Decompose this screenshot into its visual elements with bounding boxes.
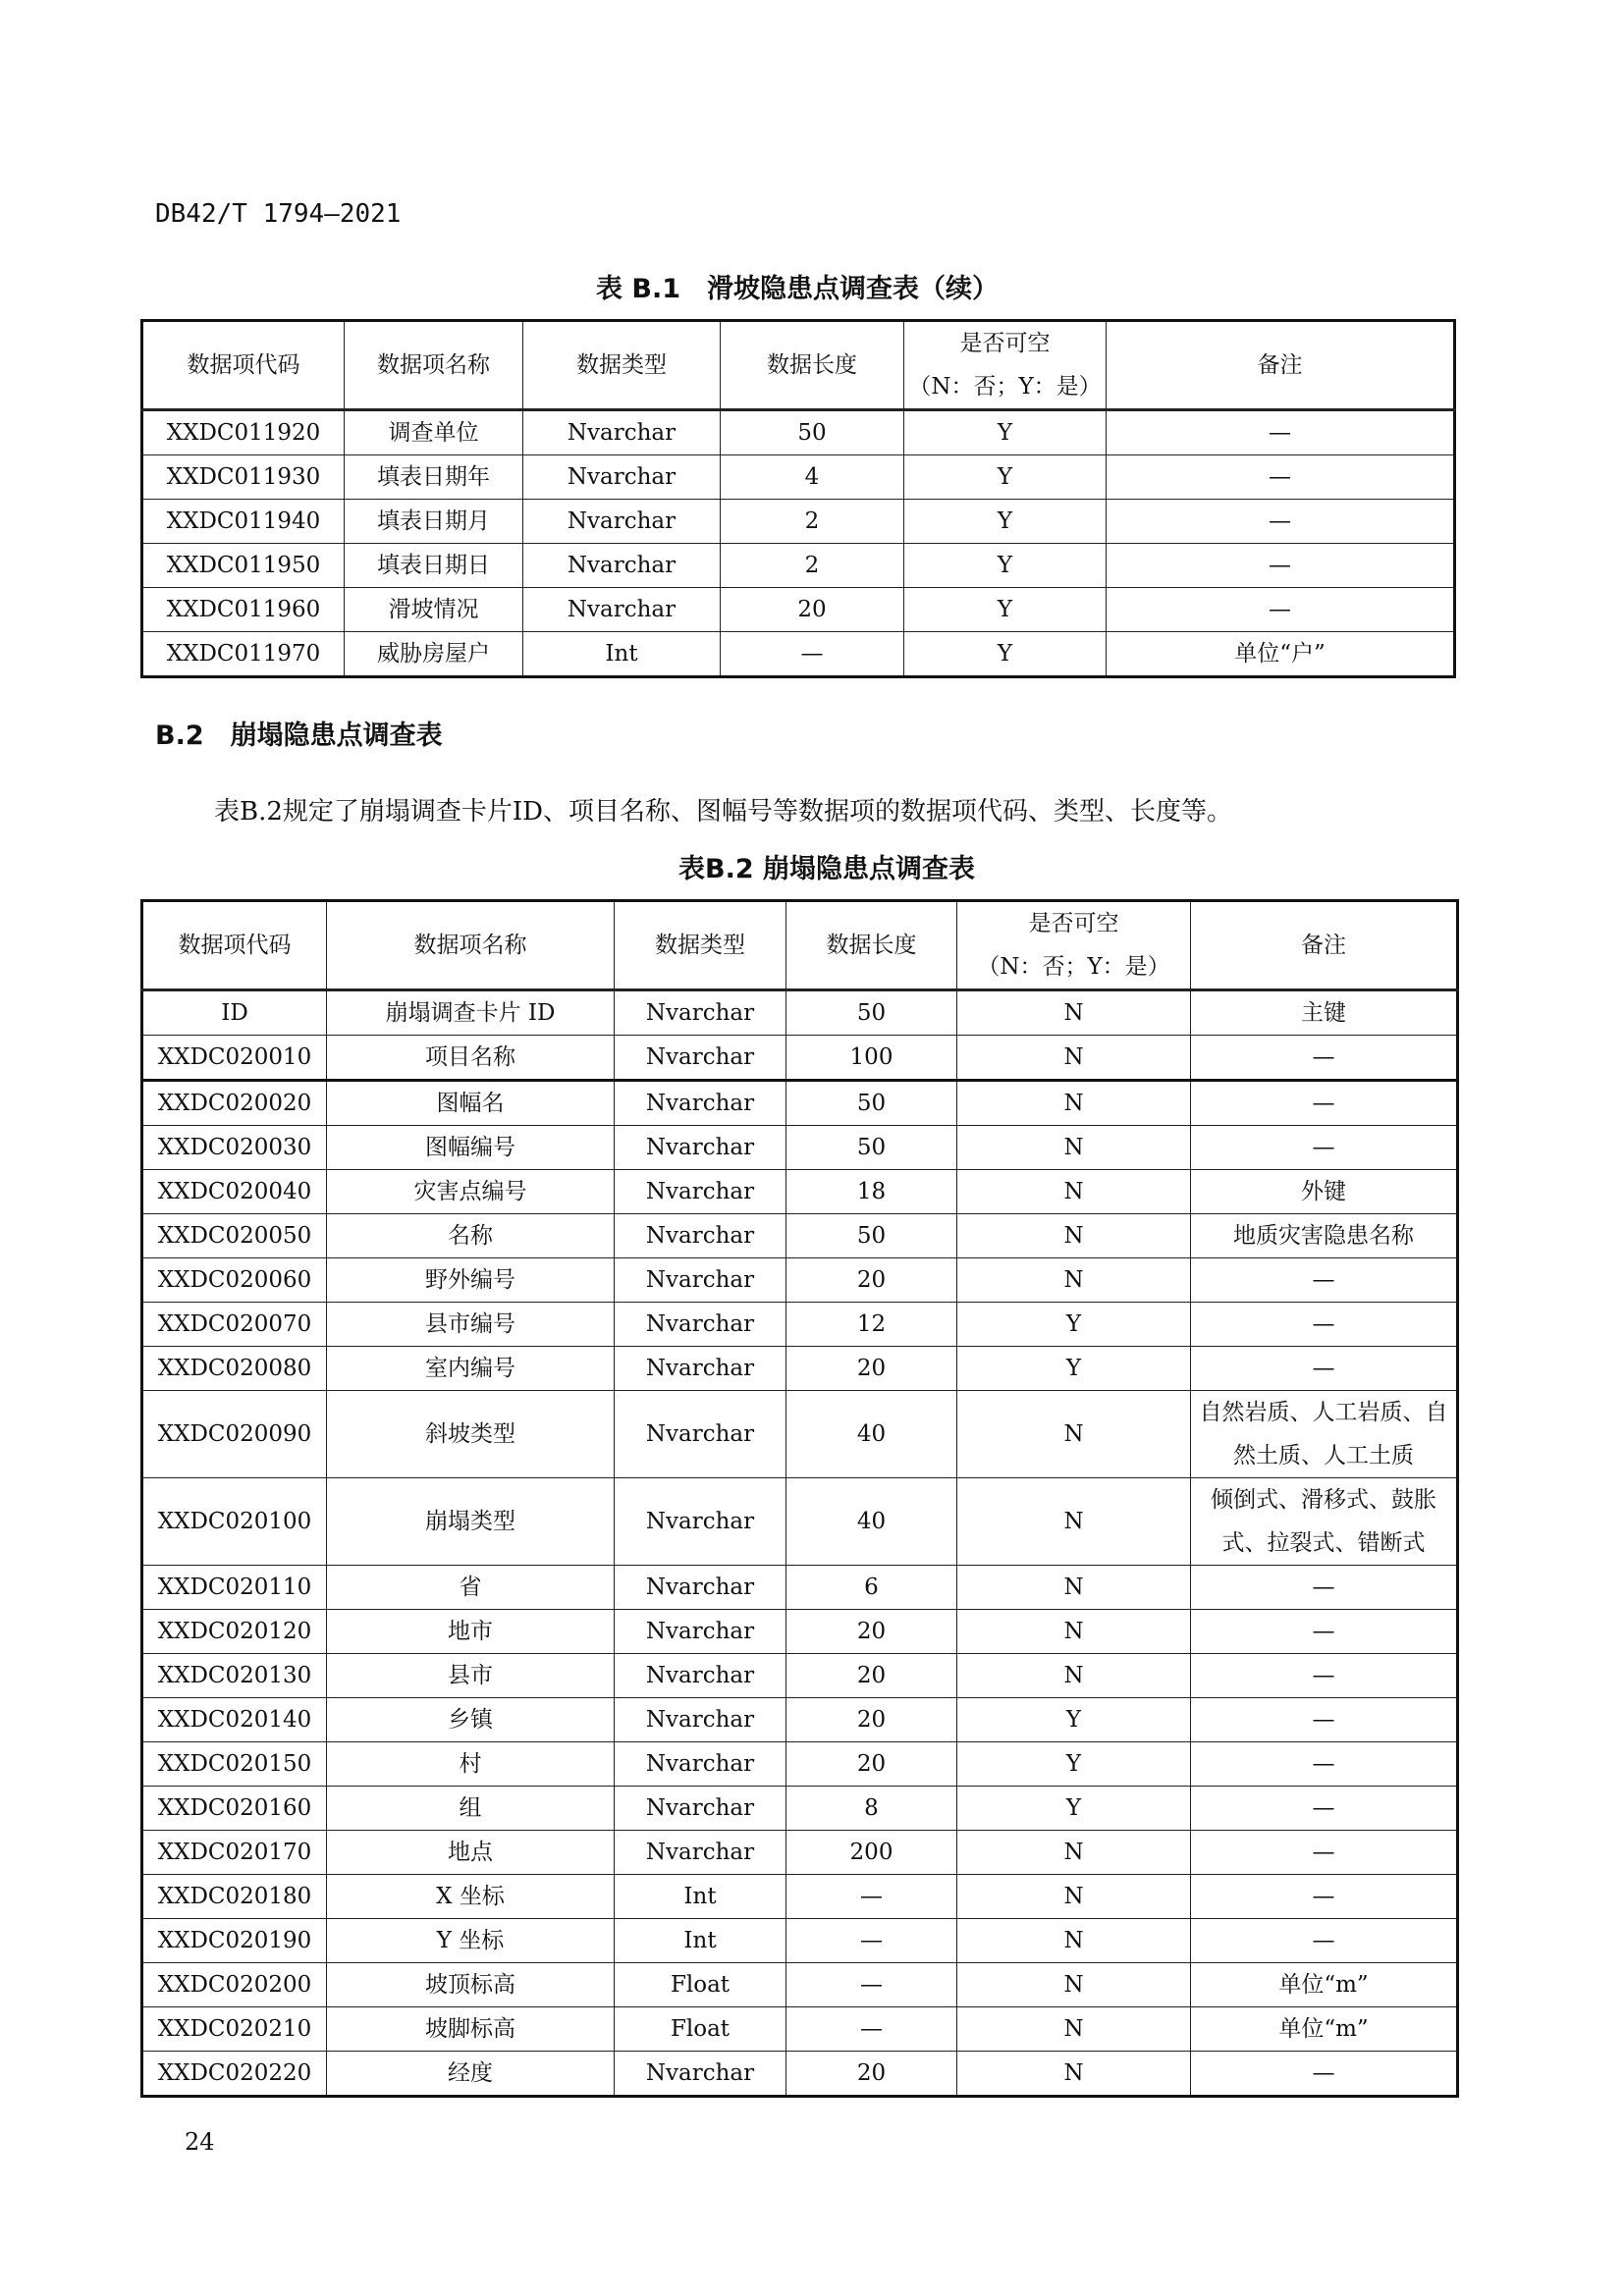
cell-remark: —: [1191, 1787, 1458, 1831]
cell-code: XXDC011960: [142, 588, 345, 632]
cell-length: 200: [786, 1831, 957, 1875]
cell-nullable: Y: [904, 410, 1107, 455]
header-name: 数据项名称: [345, 321, 523, 410]
table1-title: 表 B.1 滑坡隐患点调查表（续）: [595, 274, 1000, 304]
table-row: [142, 1566, 1458, 1610]
cell-length: 20: [786, 1742, 957, 1787]
cell-type: Nvarchar: [615, 1478, 786, 1566]
cell-remark: —: [1191, 1831, 1458, 1875]
cell-name: 填表日期月: [345, 500, 523, 544]
cell-code: XXDC020200: [142, 1963, 327, 2007]
cell-length: 40: [786, 1391, 957, 1478]
cell-code: XXDC020160: [142, 1787, 327, 1831]
cell-type: Int: [615, 1919, 786, 1963]
cell-nullable: N: [957, 1081, 1191, 1126]
cell-length: 12: [786, 1303, 957, 1347]
cell-type: Nvarchar: [523, 500, 721, 544]
cell-code: XXDC020020: [142, 1081, 327, 1126]
table-row: [142, 1963, 1458, 2007]
cell-name: 崩塌调查卡片 ID: [327, 990, 615, 1036]
cell-type: Nvarchar: [615, 1170, 786, 1214]
cell-nullable: Y: [957, 1787, 1191, 1831]
cell-code: XXDC020120: [142, 1610, 327, 1654]
table-row: [142, 1742, 1458, 1787]
cell-type: Nvarchar: [615, 1742, 786, 1787]
cell-remark: —: [1191, 1610, 1458, 1654]
cell-length: 8: [786, 1787, 957, 1831]
cell-nullable: Y: [957, 1347, 1191, 1391]
cell-code: XXDC020090: [142, 1391, 327, 1478]
table-row: [142, 990, 1458, 1036]
cell-type: Nvarchar: [615, 1214, 786, 1258]
cell-type: Nvarchar: [615, 1610, 786, 1654]
cell-code: XXDC020170: [142, 1831, 327, 1875]
table-row: [142, 1170, 1458, 1214]
table-row: [142, 500, 1455, 544]
table-row: [142, 1787, 1458, 1831]
cell-type: Nvarchar: [615, 1787, 786, 1831]
cell-name: 威胁房屋户: [345, 632, 523, 677]
cell-remark: 单位“m”: [1191, 1963, 1458, 2007]
cell-type: Nvarchar: [615, 1258, 786, 1303]
cell-type: Nvarchar: [523, 455, 721, 500]
cell-length: —: [786, 1919, 957, 1963]
cell-remark: 主键: [1191, 990, 1458, 1036]
cell-nullable: N: [957, 1036, 1191, 1081]
cell-name: 村: [327, 1742, 615, 1787]
cell-name: X 坐标: [327, 1875, 615, 1919]
cell-remark: —: [1107, 455, 1455, 500]
header-remark: 备注: [1107, 321, 1455, 410]
cell-length: —: [786, 2007, 957, 2052]
cell-length: 20: [721, 588, 904, 632]
cell-nullable: N: [957, 1391, 1191, 1478]
cell-type: Nvarchar: [523, 410, 721, 455]
table-row: [142, 1081, 1458, 1126]
cell-code: XXDC020080: [142, 1347, 327, 1391]
cell-length: 2: [721, 500, 904, 544]
cell-name: Y 坐标: [327, 1919, 615, 1963]
cell-code: XXDC011970: [142, 632, 345, 677]
cell-remark: —: [1107, 588, 1455, 632]
cell-name: 灾害点编号: [327, 1170, 615, 1214]
cell-code: XXDC020220: [142, 2052, 327, 2097]
cell-code: XXDC011940: [142, 500, 345, 544]
cell-code: XXDC020010: [142, 1036, 327, 1081]
table-row: [142, 410, 1455, 455]
cell-code: XXDC020030: [142, 1126, 327, 1170]
cell-code: ID: [142, 990, 327, 1036]
table-row: [142, 1391, 1458, 1478]
cell-name: 经度: [327, 2052, 615, 2097]
header-length: 数据长度: [786, 901, 957, 990]
header-row: [142, 901, 1458, 990]
cell-length: 20: [786, 1654, 957, 1698]
cell-remark: 自然岩质、人工岩质、自然土质、人工土质: [1191, 1391, 1458, 1478]
cell-remark: 外键: [1191, 1170, 1458, 1214]
cell-nullable: N: [957, 1170, 1191, 1214]
cell-remark: —: [1107, 544, 1455, 588]
cell-name: 室内编号: [327, 1347, 615, 1391]
cell-name: 坡顶标高: [327, 1963, 615, 2007]
cell-type: Int: [523, 632, 721, 677]
cell-remark: 单位“户”: [1107, 632, 1455, 677]
cell-name: 崩塌类型: [327, 1478, 615, 1566]
cell-remark: —: [1191, 1258, 1458, 1303]
cell-remark: —: [1107, 410, 1455, 455]
cell-length: —: [786, 1875, 957, 1919]
cell-name: 图幅编号: [327, 1126, 615, 1170]
cell-remark: —: [1191, 1347, 1458, 1391]
cell-type: Nvarchar: [615, 1347, 786, 1391]
cell-length: 50: [786, 990, 957, 1036]
cell-code: XXDC020040: [142, 1170, 327, 1214]
cell-nullable: N: [957, 990, 1191, 1036]
table-row: [142, 2052, 1458, 2097]
cell-code: XXDC020210: [142, 2007, 327, 2052]
cell-name: 县市: [327, 1654, 615, 1698]
cell-type: Nvarchar: [615, 1391, 786, 1478]
cell-length: 50: [786, 1126, 957, 1170]
cell-length: 20: [786, 2052, 957, 2097]
table-row: [142, 1478, 1458, 1566]
cell-remark: —: [1191, 1698, 1458, 1742]
cell-length: —: [786, 1963, 957, 2007]
cell-length: 40: [786, 1478, 957, 1566]
cell-length: 20: [786, 1347, 957, 1391]
cell-remark: 单位“m”: [1191, 2007, 1458, 2052]
table-row: [142, 1036, 1458, 1081]
table-row: [142, 1347, 1458, 1391]
cell-length: 20: [786, 1698, 957, 1742]
cell-length: 100: [786, 1036, 957, 1081]
header-length: 数据长度: [721, 321, 904, 410]
document-code: DB42/T 1794—2021: [155, 199, 402, 229]
cell-length: —: [721, 632, 904, 677]
cell-nullable: N: [957, 1610, 1191, 1654]
header-row: [142, 321, 1455, 410]
cell-name: 图幅名: [327, 1081, 615, 1126]
cell-remark: —: [1191, 1919, 1458, 1963]
cell-remark: —: [1191, 1081, 1458, 1126]
cell-length: 50: [786, 1081, 957, 1126]
cell-name: 乡镇: [327, 1698, 615, 1742]
cell-name: 县市编号: [327, 1303, 615, 1347]
cell-length: 18: [786, 1170, 957, 1214]
header-type: 数据类型: [523, 321, 721, 410]
cell-code: XXDC020180: [142, 1875, 327, 1919]
cell-name: 地市: [327, 1610, 615, 1654]
cell-remark: —: [1191, 1126, 1458, 1170]
table-row: [142, 1303, 1458, 1347]
table-row: [142, 1919, 1458, 1963]
cell-remark: —: [1191, 1654, 1458, 1698]
cell-name: 组: [327, 1787, 615, 1831]
cell-type: Nvarchar: [615, 1036, 786, 1081]
table-row: [142, 588, 1455, 632]
table-row: [142, 455, 1455, 500]
cell-name: 坡脚标高: [327, 2007, 615, 2052]
cell-nullable: Y: [904, 455, 1107, 500]
header-remark: 备注: [1191, 901, 1458, 990]
cell-nullable: N: [957, 1566, 1191, 1610]
cell-type: Nvarchar: [615, 2052, 786, 2097]
cell-nullable: Y: [957, 1742, 1191, 1787]
cell-nullable: Y: [904, 632, 1107, 677]
cell-name: 地点: [327, 1831, 615, 1875]
cell-nullable: N: [957, 2052, 1191, 2097]
cell-name: 填表日期日: [345, 544, 523, 588]
page-number: 24: [185, 2128, 215, 2156]
cell-nullable: N: [957, 1875, 1191, 1919]
cell-type: Nvarchar: [615, 1126, 786, 1170]
cell-code: XXDC020050: [142, 1214, 327, 1258]
header-code: 数据项代码: [142, 901, 327, 990]
cell-nullable: Y: [904, 500, 1107, 544]
header-code: 数据项代码: [142, 321, 345, 410]
cell-code: XXDC020110: [142, 1566, 327, 1610]
cell-remark: 地质灾害隐患名称: [1191, 1214, 1458, 1258]
cell-code: XXDC011930: [142, 455, 345, 500]
cell-type: Nvarchar: [523, 588, 721, 632]
cell-length: 4: [721, 455, 904, 500]
cell-nullable: Y: [957, 1303, 1191, 1347]
cell-type: Nvarchar: [615, 1566, 786, 1610]
cell-name: 省: [327, 1566, 615, 1610]
cell-nullable: N: [957, 1478, 1191, 1566]
cell-remark: —: [1107, 500, 1455, 544]
cell-name: 斜坡类型: [327, 1391, 615, 1478]
cell-remark: —: [1191, 1566, 1458, 1610]
cell-type: Nvarchar: [615, 1081, 786, 1126]
cell-code: XXDC020100: [142, 1478, 327, 1566]
cell-type: Nvarchar: [615, 1698, 786, 1742]
table-b2: [140, 899, 1459, 2098]
cell-nullable: N: [957, 1963, 1191, 2007]
cell-name: 滑坡情况: [345, 588, 523, 632]
table-row: [142, 1654, 1458, 1698]
cell-remark: —: [1191, 1036, 1458, 1081]
cell-remark: 倾倒式、滑移式、鼓胀式、拉裂式、错断式: [1191, 1478, 1458, 1566]
cell-code: XXDC020140: [142, 1698, 327, 1742]
cell-type: Float: [615, 1963, 786, 2007]
cell-nullable: Y: [957, 1698, 1191, 1742]
cell-remark: —: [1191, 1303, 1458, 1347]
header-nullable: 是否可空 （N：否；Y：是）: [904, 321, 1107, 410]
cell-length: 2: [721, 544, 904, 588]
cell-name: 野外编号: [327, 1258, 615, 1303]
cell-name: 调查单位: [345, 410, 523, 455]
cell-type: Nvarchar: [523, 544, 721, 588]
cell-code: XXDC020060: [142, 1258, 327, 1303]
table-row: [142, 1214, 1458, 1258]
cell-nullable: Y: [904, 588, 1107, 632]
table-row: [142, 544, 1455, 588]
cell-name: 名称: [327, 1214, 615, 1258]
cell-nullable: N: [957, 1831, 1191, 1875]
cell-nullable: N: [957, 1126, 1191, 1170]
cell-length: 20: [786, 1258, 957, 1303]
table-row: [142, 1258, 1458, 1303]
cell-code: XXDC020190: [142, 1919, 327, 1963]
section-heading: B.2 崩塌隐患点调查表: [155, 721, 443, 751]
cell-type: Nvarchar: [615, 1303, 786, 1347]
table-row: [142, 632, 1455, 677]
cell-nullable: N: [957, 1654, 1191, 1698]
header-name: 数据项名称: [327, 901, 615, 990]
cell-length: 50: [786, 1214, 957, 1258]
cell-remark: —: [1191, 1742, 1458, 1787]
table-b1: [140, 319, 1456, 678]
cell-code: XXDC020070: [142, 1303, 327, 1347]
table-row: [142, 1610, 1458, 1654]
table-row: [142, 1875, 1458, 1919]
table-row: [142, 2007, 1458, 2052]
cell-code: XXDC011950: [142, 544, 345, 588]
cell-code: XXDC011920: [142, 410, 345, 455]
cell-code: XXDC020130: [142, 1654, 327, 1698]
header-nullable: 是否可空 （N：否；Y：是）: [957, 901, 1191, 990]
cell-code: XXDC020150: [142, 1742, 327, 1787]
table-row: [142, 1831, 1458, 1875]
cell-name: 填表日期年: [345, 455, 523, 500]
cell-type: Int: [615, 1875, 786, 1919]
cell-name: 项目名称: [327, 1036, 615, 1081]
cell-type: Nvarchar: [615, 990, 786, 1036]
cell-length: 50: [721, 410, 904, 455]
cell-nullable: N: [957, 2007, 1191, 2052]
table2-title: 表B.2 崩塌隐患点调查表: [677, 854, 976, 884]
cell-type: Float: [615, 2007, 786, 2052]
cell-remark: —: [1191, 1875, 1458, 1919]
header-type: 数据类型: [615, 901, 786, 990]
cell-nullable: Y: [904, 544, 1107, 588]
section-paragraph: 表B.2规定了崩塌调查卡片ID、项目名称、图幅号等数据项的数据项代码、类型、长度等。: [214, 797, 1233, 827]
cell-length: 20: [786, 1610, 957, 1654]
cell-nullable: N: [957, 1214, 1191, 1258]
cell-nullable: N: [957, 1258, 1191, 1303]
cell-length: 6: [786, 1566, 957, 1610]
cell-remark: —: [1191, 2052, 1458, 2097]
cell-type: Nvarchar: [615, 1831, 786, 1875]
cell-type: Nvarchar: [615, 1654, 786, 1698]
cell-nullable: N: [957, 1919, 1191, 1963]
table-row: [142, 1126, 1458, 1170]
table-row: [142, 1698, 1458, 1742]
